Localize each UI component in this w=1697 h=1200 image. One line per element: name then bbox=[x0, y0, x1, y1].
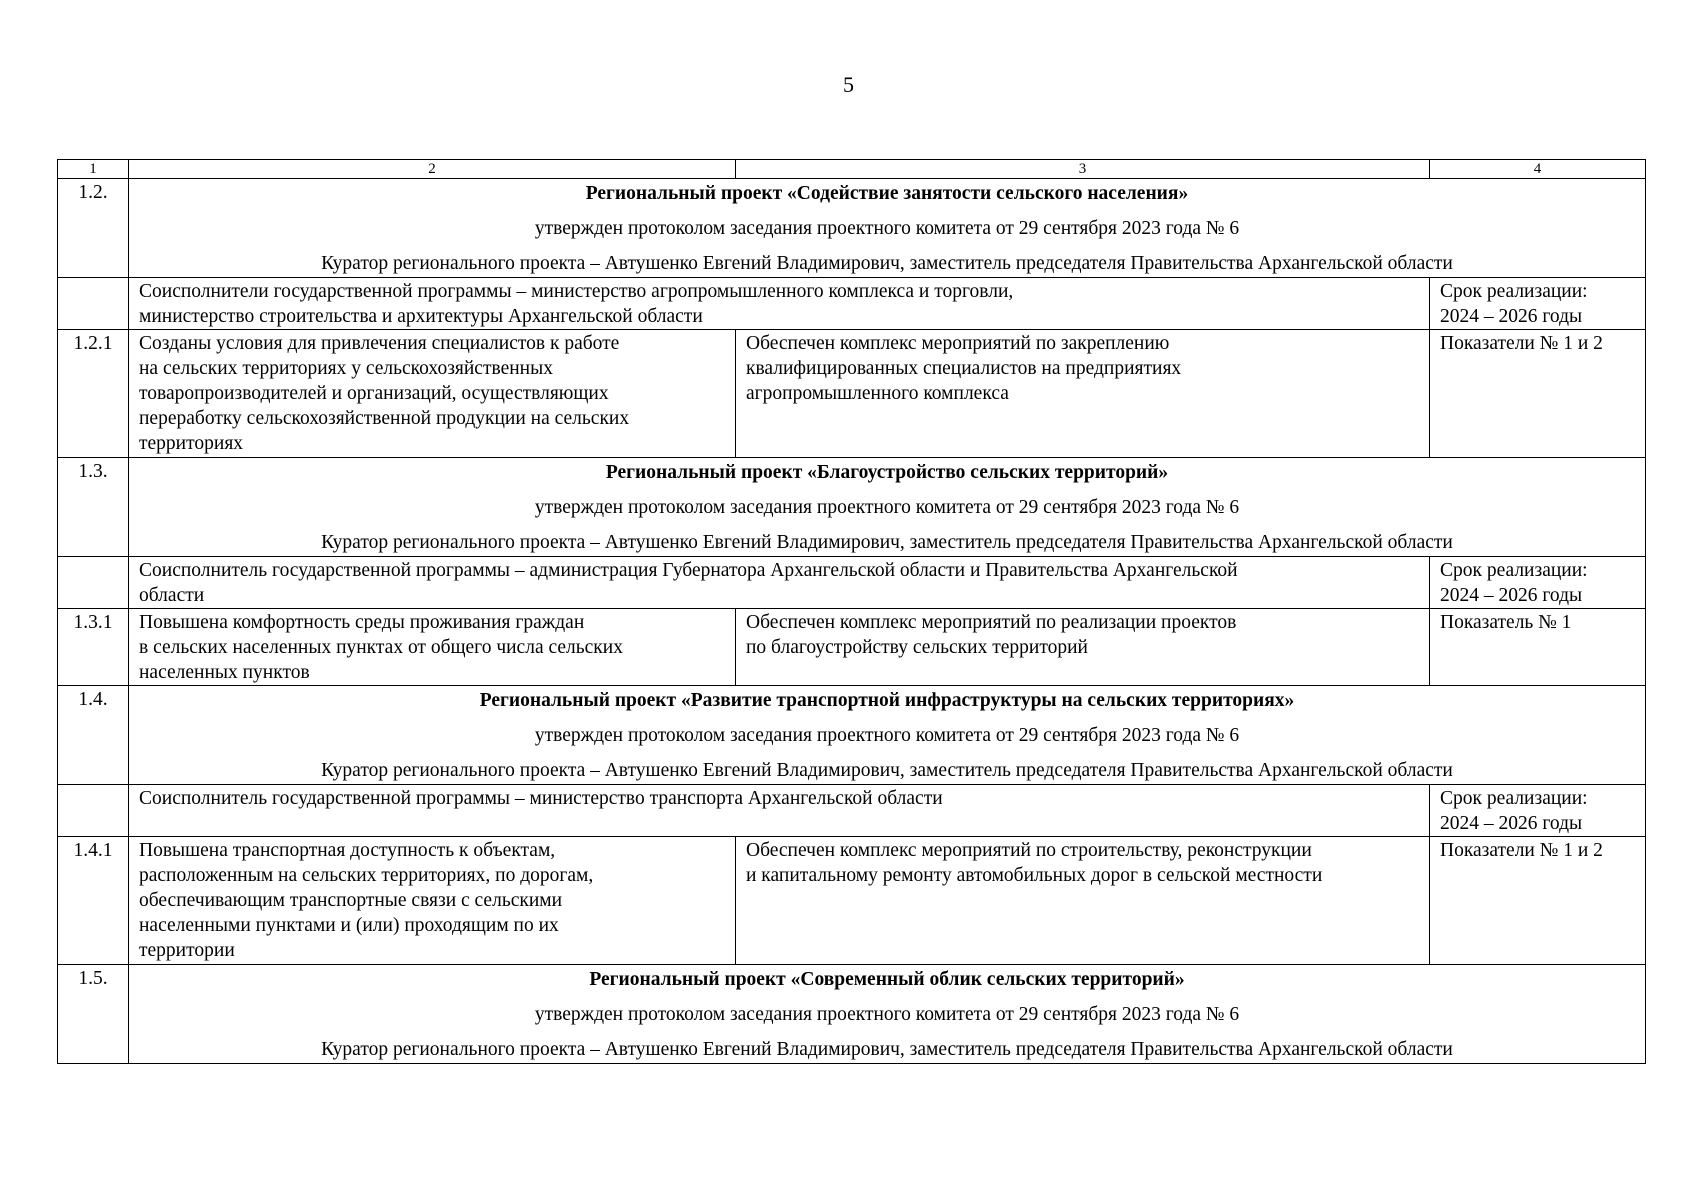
project-number: 1.3. bbox=[58, 458, 129, 557]
page-number: 5 bbox=[843, 72, 854, 97]
task-row bbox=[58, 330, 1646, 458]
implementation-term: Срок реализации: 2024 – 2026 годы bbox=[1430, 785, 1646, 837]
project-header-row bbox=[58, 458, 1646, 557]
column-number-row bbox=[58, 160, 1646, 179]
task-effect: Обеспечен комплекс мероприятий по закреплению квалифицированных специалистов на предприятиях агропромышленного комплекса bbox=[736, 330, 1430, 458]
empty-cell bbox=[58, 785, 129, 837]
project-curator: Куратор регионального проекта – Автушенко Евгений Владимирович, заместитель председателя Правительства Архангельской области bbox=[321, 1039, 1453, 1060]
empty-cell bbox=[58, 278, 129, 330]
project-curator: Куратор регионального проекта – Автушенко Евгений Владимирович, заместитель председателя Правительства Архангельской области bbox=[321, 760, 1453, 781]
project-header bbox=[129, 458, 1646, 557]
task-number: 1.3.1 bbox=[58, 609, 129, 686]
project-approval: утвержден протоколом заседания проектного комитета от 29 сентября 2023 года № 6 bbox=[534, 497, 1240, 518]
project-header bbox=[129, 965, 1646, 1064]
project-number: 1.2. bbox=[58, 179, 129, 278]
task-indicator: Показатели № 1 и 2 bbox=[1430, 837, 1646, 965]
project-number: 1.4. bbox=[58, 686, 129, 785]
project-title: Региональный проект «Благоустройство сельских территорий» bbox=[605, 462, 1169, 483]
project-title: Региональный проект «Современный облик сельских территорий» bbox=[589, 969, 1185, 990]
column-number: 2 bbox=[129, 160, 736, 179]
empty-cell bbox=[58, 557, 129, 609]
project-curator: Куратор регионального проекта – Автушенко Евгений Владимирович, заместитель председателя Правительства Архангельской области bbox=[321, 532, 1453, 553]
column-number: 4 bbox=[1430, 160, 1646, 179]
project-header bbox=[129, 686, 1646, 785]
task-number: 1.4.1 bbox=[58, 837, 129, 965]
task-result: Повышена комфортность среды проживания граждан в сельских населенных пунктах от общего числа сельских населенных пунктов bbox=[129, 609, 736, 686]
column-number: 1 bbox=[58, 160, 129, 179]
project-header-row bbox=[58, 179, 1646, 278]
project-approval: утвержден протоколом заседания проектного комитета от 29 сентября 2023 года № 6 bbox=[534, 218, 1240, 239]
task-number: 1.2.1 bbox=[58, 330, 129, 458]
task-result: Повышена транспортная доступность к объектам, расположенным на сельских территориях, по дорогам, обеспечивающим транспортные связи с сельскими населенными пунктами и (или) проходящим по их территории bbox=[129, 837, 736, 965]
task-effect: Обеспечен комплекс мероприятий по строительству, реконструкции и капитальному ремонту автомобильных дорог в сельской местности bbox=[736, 837, 1430, 965]
coexecutor-row bbox=[58, 785, 1646, 837]
project-approval: утвержден протоколом заседания проектного комитета от 29 сентября 2023 года № 6 bbox=[534, 725, 1240, 746]
implementation-term: Срок реализации: 2024 – 2026 годы bbox=[1430, 278, 1646, 330]
coexecutors: Соисполнитель государственной программы – администрация Губернатора Архангельской области и Правительства Архангельской области bbox=[129, 557, 1430, 609]
project-number: 1.5. bbox=[58, 965, 129, 1064]
project-header-row bbox=[58, 965, 1646, 1064]
implementation-term: Срок реализации: 2024 – 2026 годы bbox=[1430, 557, 1646, 609]
project-title: Региональный проект «Развитие транспортной инфраструктуры на сельских территориях» bbox=[479, 690, 1295, 711]
task-effect: Обеспечен комплекс мероприятий по реализации проектов по благоустройству сельских территорий bbox=[736, 609, 1430, 686]
column-number: 3 bbox=[736, 160, 1430, 179]
program-table bbox=[57, 159, 1646, 1064]
coexecutors: Соисполнитель государственной программы – министерство транспорта Архангельской области bbox=[129, 785, 1430, 837]
task-row bbox=[58, 837, 1646, 965]
project-title: Региональный проект «Содействие занятости сельского населения» bbox=[585, 183, 1189, 204]
project-header bbox=[129, 179, 1646, 278]
coexecutor-row bbox=[58, 557, 1646, 609]
task-indicator: Показатели № 1 и 2 bbox=[1430, 330, 1646, 458]
task-row bbox=[58, 609, 1646, 686]
coexecutors: Соисполнители государственной программы – министерство агропромышленного комплекса и торговли, министерство строительства и архитектуры Архангельской области bbox=[129, 278, 1430, 330]
task-indicator: Показатель № 1 bbox=[1430, 609, 1646, 686]
task-result: Созданы условия для привлечения специалистов к работе на сельских территориях у сельскохозяйственных товаропроизводителей и организаций, осуществляющих переработку сельскохозяйственной продукции на сельских территориях bbox=[129, 330, 736, 458]
project-header-row bbox=[58, 686, 1646, 785]
project-curator: Куратор регионального проекта – Автушенко Евгений Владимирович, заместитель председателя Правительства Архангельской области bbox=[321, 253, 1453, 274]
coexecutor-row bbox=[58, 278, 1646, 330]
project-approval: утвержден протоколом заседания проектного комитета от 29 сентября 2023 года № 6 bbox=[534, 1004, 1240, 1025]
